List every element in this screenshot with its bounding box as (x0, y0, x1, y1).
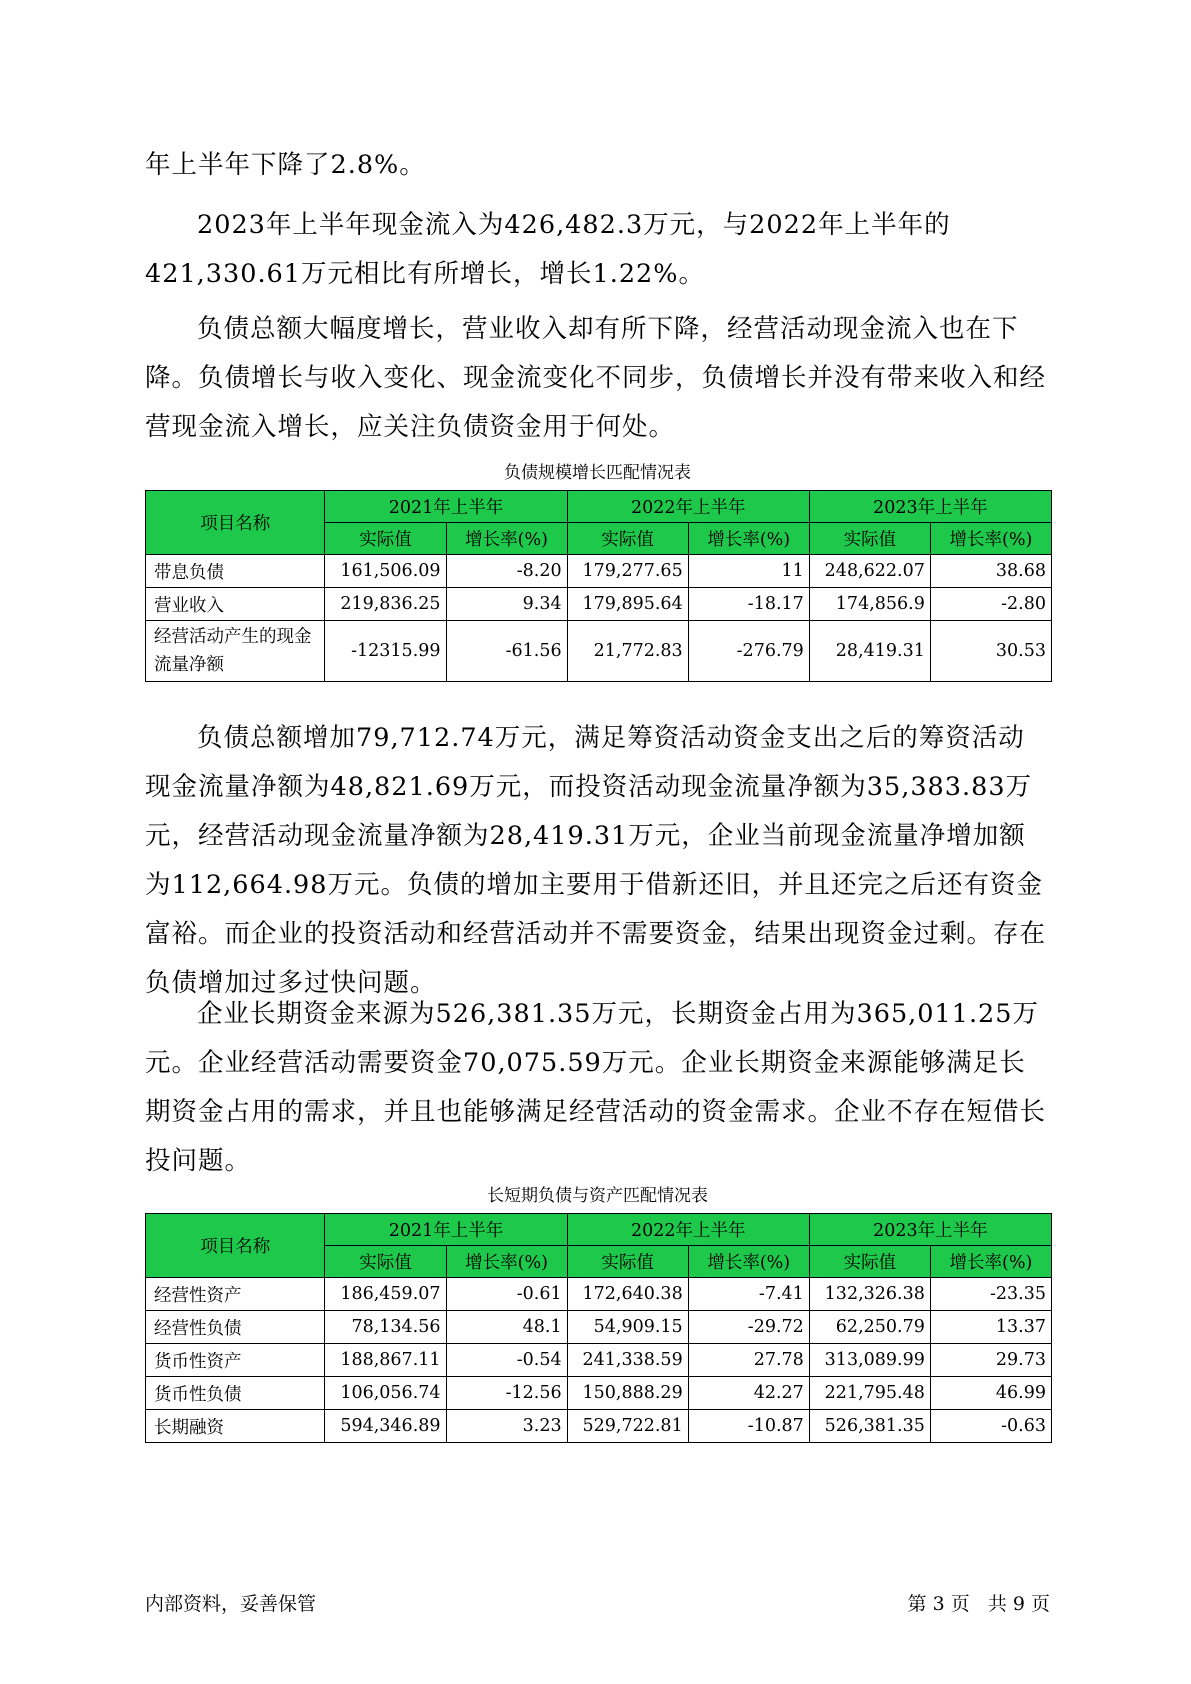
cell-value: -0.54 (446, 1344, 567, 1377)
cell-value: 30.53 (930, 621, 1051, 682)
actual-value-header: 实际值 (567, 523, 688, 555)
cell-value: 62,250.79 (809, 1311, 930, 1344)
row-name: 长期融资 (146, 1410, 325, 1443)
actual-value-header: 实际值 (325, 523, 446, 555)
cell-value: 186,459.07 (325, 1278, 446, 1311)
cell-value: 54,909.15 (567, 1311, 688, 1344)
cell-value: 241,338.59 (567, 1344, 688, 1377)
cell-value: 221,795.48 (809, 1377, 930, 1410)
cell-value: -61.56 (446, 621, 567, 682)
cell-value: 313,089.99 (809, 1344, 930, 1377)
cell-value: -12315.99 (325, 621, 446, 682)
footer-page-number: 第 3 页 共 9 页 (907, 1593, 1050, 1615)
cell-value: 248,622.07 (809, 555, 930, 588)
cell-value: 150,888.29 (567, 1377, 688, 1410)
growth-rate-header: 增长率(%) (446, 1246, 567, 1278)
paragraph-4: 负债总额增加79,712.74万元，满足筹资活动资金支出之后的筹资活动现金流量净额为48,821.69万元，而投资活动现金流量净额为35,383.83万元，经营活动现金流量净额为28,419.31万元，企业当前现金流量净增加额为112,664.98万元。负债的增加主要用于借新还旧，并且还完之后还有资金富裕。而企业的投资活动和经营活动并不需要资金，结果出现资金过剩。存在负债增加过多过快问题。 (145, 723, 1047, 998)
paragraph-1: 年上半年下降了2.8%。 (145, 150, 426, 180)
actual-value-header: 实际值 (809, 523, 930, 555)
debt-growth-table (145, 490, 1052, 682)
table-row (146, 555, 1052, 588)
cell-value: 179,895.64 (567, 588, 688, 621)
period-header: 2022年上半年 (567, 491, 809, 523)
cell-value: 106,056.74 (325, 1377, 446, 1410)
cell-value: 3.23 (446, 1410, 567, 1443)
growth-rate-header: 增长率(%) (688, 1246, 809, 1278)
period-header: 2021年上半年 (325, 491, 567, 523)
table-row (146, 588, 1052, 621)
cell-value: 219,836.25 (325, 588, 446, 621)
cell-value: 42.27 (688, 1377, 809, 1410)
footer-confidential-note: 内部资料，妥善保管 (145, 1593, 317, 1615)
period-header: 2023年上半年 (809, 491, 1051, 523)
row-name: 货币性负债 (146, 1377, 325, 1410)
cell-value: 526,381.35 (809, 1410, 930, 1443)
row-name: 经营性负债 (146, 1311, 325, 1344)
row-name: 带息负债 (146, 555, 325, 588)
table-row (146, 1344, 1052, 1377)
table-row (146, 1377, 1052, 1410)
cell-value: -8.20 (446, 555, 567, 588)
cell-value: 594,346.89 (325, 1410, 446, 1443)
cell-value: -276.79 (688, 621, 809, 682)
paragraph-2: 2023年上半年现金流入为426,482.3万元，与2022年上半年的421,330.61万元相比有所增长，增长1.22%。 (145, 210, 951, 289)
paragraph-5: 企业长期资金来源为526,381.35万元，长期资金占用为365,011.25万元。企业经营活动需要资金70,075.59万元。企业长期资金来源能够满足长期资金占用的需求，并且也能够满足经营活动的资金需求。企业不存在短借长投问题。 (145, 999, 1047, 1176)
cell-value: 174,856.9 (809, 588, 930, 621)
table-row (146, 1410, 1052, 1443)
cell-value: 188,867.11 (325, 1344, 446, 1377)
table2-caption: 长短期负债与资产匹配情况表 (487, 1186, 708, 1206)
cell-value: 78,134.56 (325, 1311, 446, 1344)
cell-value: 46.99 (930, 1377, 1051, 1410)
cell-value: 38.68 (930, 555, 1051, 588)
cell-value: -0.61 (446, 1278, 567, 1311)
actual-value-header: 实际值 (809, 1246, 930, 1278)
cell-value: 21,772.83 (567, 621, 688, 682)
item-name-header: 项目名称 (146, 491, 325, 555)
cell-value: 11 (688, 555, 809, 588)
growth-rate-header: 增长率(%) (930, 1246, 1051, 1278)
period-header: 2021年上半年 (325, 1214, 567, 1246)
cell-value: -10.87 (688, 1410, 809, 1443)
cell-value: 9.34 (446, 588, 567, 621)
cell-value: -23.35 (930, 1278, 1051, 1311)
cell-value: -7.41 (688, 1278, 809, 1311)
cell-value: -0.63 (930, 1410, 1051, 1443)
cell-value: -2.80 (930, 588, 1051, 621)
cell-value: -12.56 (446, 1377, 567, 1410)
period-header: 2022年上半年 (567, 1214, 809, 1246)
cell-value: 48.1 (446, 1311, 567, 1344)
paragraph-3: 负债总额大幅度增长，营业收入却有所下降，经营活动现金流入也在下降。负债增长与收入变化、现金流变化不同步，负债增长并没有带来收入和经营现金流入增长，应关注负债资金用于何处。 (145, 314, 1047, 442)
asset-liability-table (145, 1213, 1052, 1443)
cell-value: 161,506.09 (325, 555, 446, 588)
item-name-header: 项目名称 (146, 1214, 325, 1278)
growth-rate-header: 增长率(%) (930, 523, 1051, 555)
period-header: 2023年上半年 (809, 1214, 1051, 1246)
cell-value: 27.78 (688, 1344, 809, 1377)
cell-value: 28,419.31 (809, 621, 930, 682)
table1-caption: 负债规模增长匹配情况表 (504, 463, 691, 483)
cell-value: 13.37 (930, 1311, 1051, 1344)
cell-value: 132,326.38 (809, 1278, 930, 1311)
growth-rate-header: 增长率(%) (446, 523, 567, 555)
cell-value: 172,640.38 (567, 1278, 688, 1311)
cell-value: -29.72 (688, 1311, 809, 1344)
cell-value: 529,722.81 (567, 1410, 688, 1443)
cell-value: 179,277.65 (567, 555, 688, 588)
row-name: 经营活动产生的现金流量净额 (146, 621, 325, 682)
row-name: 经营性资产 (146, 1278, 325, 1311)
actual-value-header: 实际值 (325, 1246, 446, 1278)
cell-value: 29.73 (930, 1344, 1051, 1377)
growth-rate-header: 增长率(%) (688, 523, 809, 555)
table-row (146, 1311, 1052, 1344)
row-name: 营业收入 (146, 588, 325, 621)
table-row (146, 621, 1052, 682)
actual-value-header: 实际值 (567, 1246, 688, 1278)
table-row (146, 1278, 1052, 1311)
row-name: 货币性资产 (146, 1344, 325, 1377)
cell-value: -18.17 (688, 588, 809, 621)
